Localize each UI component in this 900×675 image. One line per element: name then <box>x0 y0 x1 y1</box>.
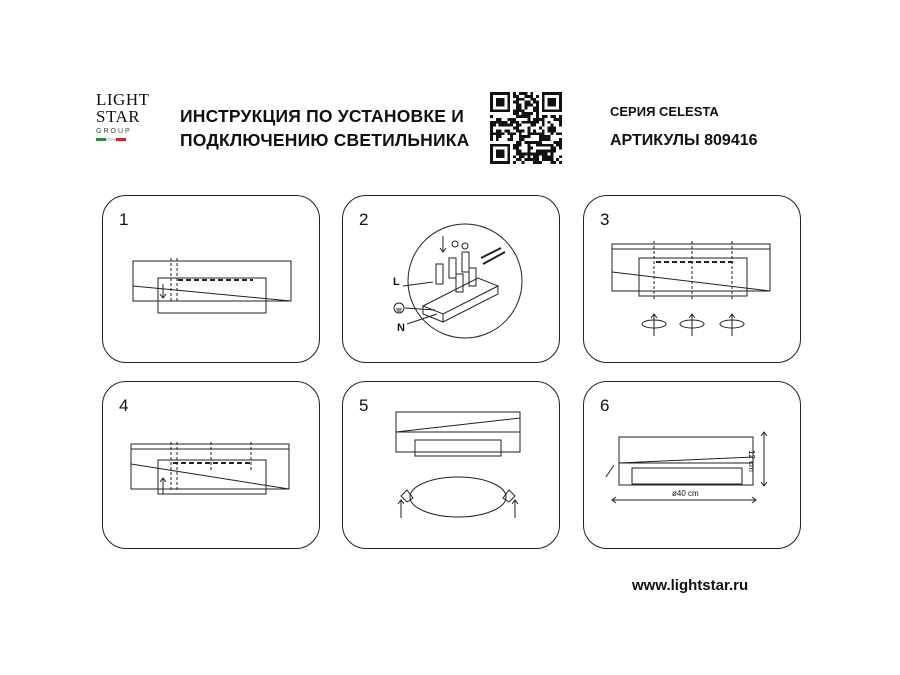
logo-line2: STAR <box>96 107 141 126</box>
step-3-panel <box>583 195 801 363</box>
logo-flag <box>96 138 126 141</box>
logo-line1: LIGHT <box>96 90 150 109</box>
step-5-illustration <box>343 382 561 550</box>
step-6-panel <box>583 381 801 549</box>
step-6-number: 6 <box>600 396 610 415</box>
step-1-illustration <box>103 196 321 364</box>
articles-label: АРТИКУЛЫ 809416 <box>610 132 758 149</box>
step-5-panel <box>342 381 560 549</box>
step-2-illustration <box>343 196 561 364</box>
diameter-dimension: ø40 cm <box>672 489 699 498</box>
height-dimension: 12 cm <box>747 450 756 472</box>
title-line2: ПОДКЛЮЧЕНИЮ СВЕТИЛЬНИКА <box>180 130 470 150</box>
step-3-illustration <box>584 196 802 364</box>
title-line1: ИНСТРУКЦИЯ ПО УСТАНОВКЕ И <box>180 106 464 126</box>
step-4-illustration <box>103 382 321 550</box>
brand-logo <box>96 91 152 163</box>
neutral-wire-label: N <box>397 322 405 334</box>
website-link[interactable]: www.lightstar.ru <box>632 577 749 594</box>
step-1-number: 1 <box>119 210 129 229</box>
step-1-panel <box>102 195 320 363</box>
document-title <box>180 104 470 152</box>
step-6-illustration <box>584 382 802 550</box>
step-2-number: 2 <box>359 210 369 229</box>
step-4-number: 4 <box>119 396 129 415</box>
step-2-panel <box>342 195 560 363</box>
step-4-panel <box>102 381 320 549</box>
step-3-number: 3 <box>600 210 610 229</box>
live-wire-label: L <box>393 276 400 288</box>
series-label: СЕРИЯ CELESTA <box>610 104 719 119</box>
step-5-number: 5 <box>359 396 369 415</box>
logo-line3: GROUP <box>96 128 132 135</box>
qr-code-icon <box>490 92 562 164</box>
